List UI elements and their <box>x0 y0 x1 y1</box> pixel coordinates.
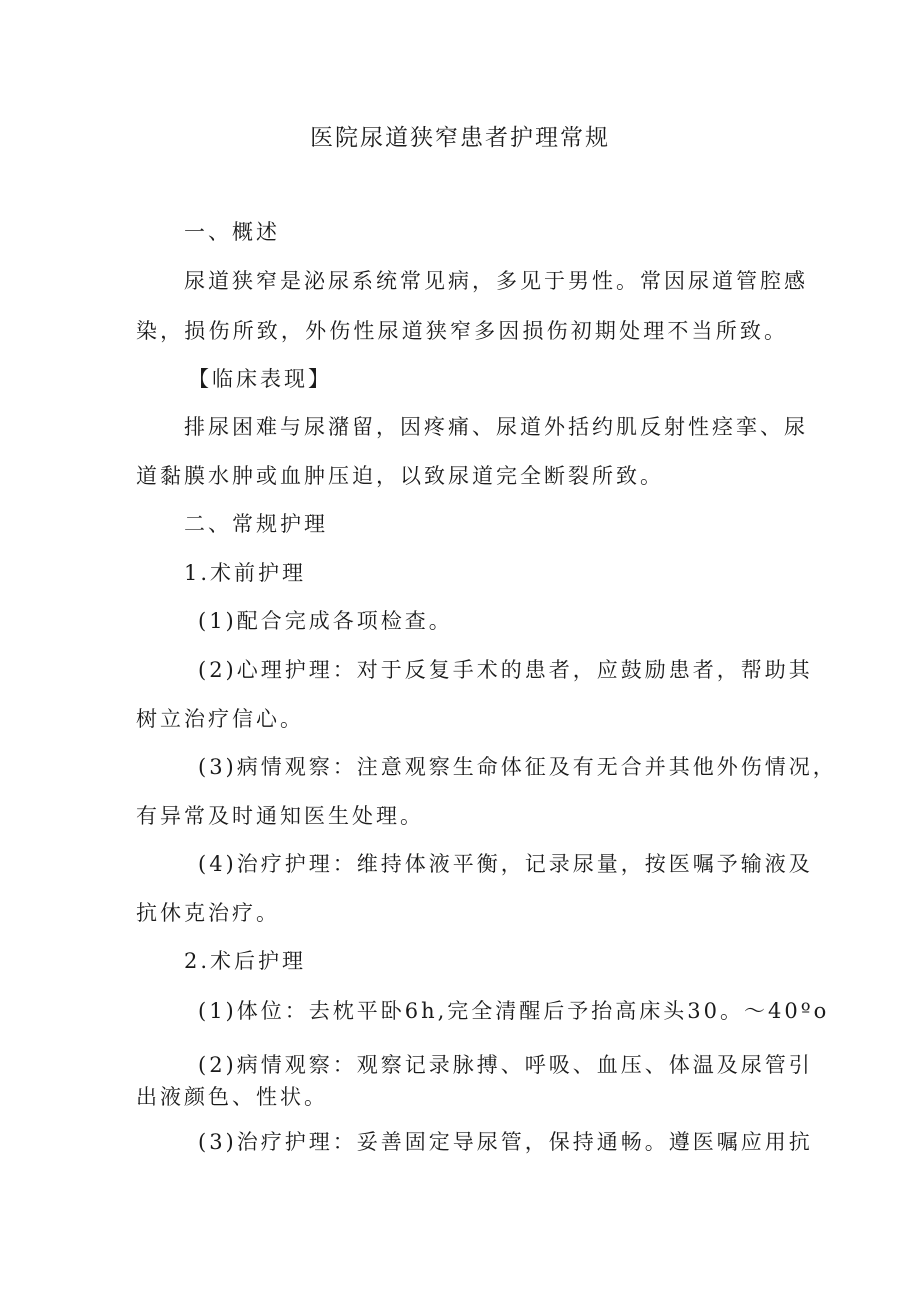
paragraph-line: 染，损伤所致，外伤性尿道狭窄多因损伤初期处理不当所致。 <box>136 319 788 343</box>
subheading-postoperative-care: 2.术后护理 <box>184 949 307 973</box>
paragraph-line: 排尿困难与尿潴留，因疼痛、尿道外括约肌反射性痉挛、尿 <box>184 415 808 439</box>
section-heading-routine-care: 二、常规护理 <box>184 512 328 536</box>
list-item: (2)病情观察：观察记录脉搏、呼吸、血压、体温及尿管引 <box>198 1053 813 1077</box>
list-item: (1)体位：去枕平卧6h,完全清醒后予抬高床头30。～40ºo <box>198 999 830 1023</box>
list-item-continuation: 出液颜色、性状。 <box>136 1085 328 1109</box>
list-item: (1)配合完成各项检查。 <box>198 609 453 633</box>
section-heading-overview: 一、概述 <box>184 220 280 244</box>
list-item: (4)治疗护理：维持体液平衡，记录尿量，按医嘱予输液及 <box>198 852 813 876</box>
list-item-continuation: 有异常及时通知医生处理。 <box>136 804 424 828</box>
subheading-preoperative-care: 1.术前护理 <box>184 561 307 585</box>
list-item: (3)治疗护理：妥善固定导尿管，保持通畅。遵医嘱应用抗 <box>198 1130 813 1154</box>
document-title: 医院尿道狭窄患者护理常规 <box>310 125 610 151</box>
list-item-continuation: 树立治疗信心。 <box>136 707 304 731</box>
list-item-continuation: 抗休克治疗。 <box>136 901 280 925</box>
paragraph-line: 尿道狭窄是泌尿系统常见病，多见于男性。常因尿道管腔感 <box>184 269 808 293</box>
list-item: (3)病情观察：注意观察生命体征及有无合并其他外伤情况， <box>198 755 837 779</box>
paragraph-line: 道黏膜水肿或血肿压迫，以致尿道完全断裂所致。 <box>136 464 664 488</box>
subheading-clinical-manifestations: 【临床表现】 <box>188 367 332 391</box>
list-item: (2)心理护理：对于反复手术的患者，应鼓励患者，帮助其 <box>198 658 813 682</box>
